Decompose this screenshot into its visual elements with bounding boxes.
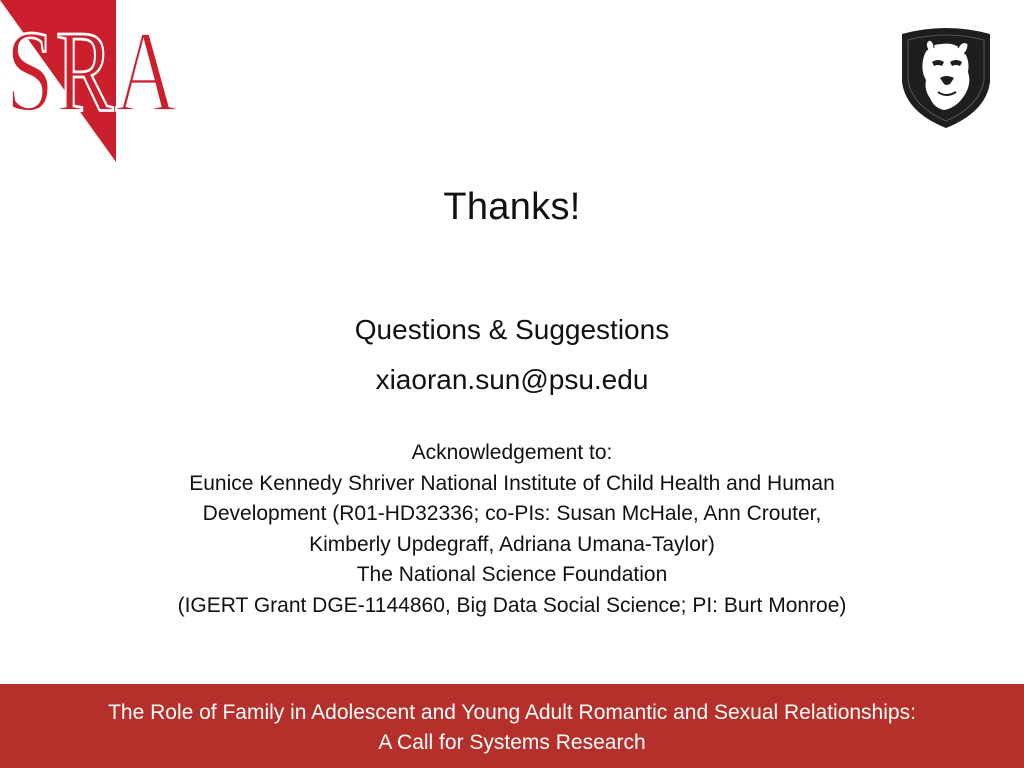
footer-title-line-2: A Call for Systems Research bbox=[378, 731, 646, 754]
acknowledgement-line: The National Science Foundation bbox=[356, 563, 668, 587]
contact-email: xiaoran.sun@psu.edu bbox=[375, 364, 649, 395]
penn-state-shield-logo bbox=[898, 26, 994, 130]
questions-text: Questions & Suggestions bbox=[354, 314, 670, 345]
sra-logo bbox=[0, 0, 180, 165]
acknowledgement-line: Eunice Kennedy Shriver National Institute of Child Health and Human bbox=[189, 471, 835, 495]
footer-title-line-1: The Role of Family in Adolescent and Young Adult Romantic and Sexual Relationships: bbox=[108, 701, 916, 724]
acknowledgement-line: Kimberly Updegraff, Adriana Umana-Taylor) bbox=[309, 532, 715, 556]
slide-title: Thanks! bbox=[443, 186, 581, 228]
acknowledgement-line: (IGERT Grant DGE-1144860, Big Data Social Science; PI: Burt Monroe) bbox=[177, 593, 847, 617]
acknowledgement-block bbox=[100, 438, 924, 622]
footer-banner bbox=[0, 684, 1024, 768]
acknowledgement-heading: Acknowledgement to: bbox=[411, 441, 613, 464]
svg-text:SRA: SRA bbox=[5, 8, 180, 137]
acknowledgement-line: Development (R01-HD32336; co-PIs: Susan McHale, Ann Crouter, bbox=[202, 502, 822, 526]
sra-logo-graphic bbox=[0, 0, 180, 165]
nittany-lion-shield-icon bbox=[898, 26, 994, 130]
